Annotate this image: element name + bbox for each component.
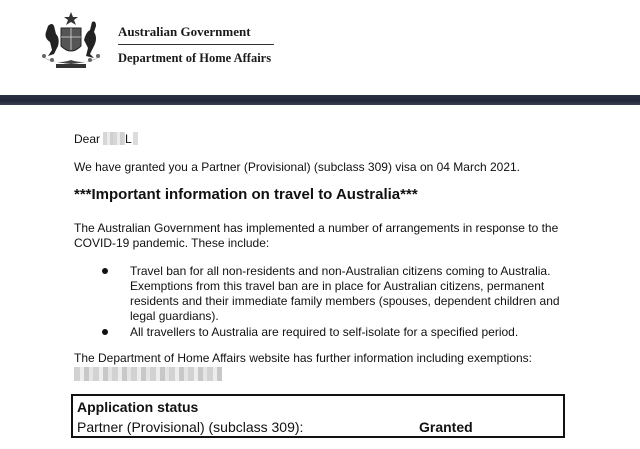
government-branding bbox=[118, 24, 278, 66]
letterhead bbox=[0, 0, 640, 96]
website-sentence: The Department of Home Affairs website has further information including exemptions: bbox=[74, 351, 533, 365]
status-visa-label: Partner (Provisional) (subclass 309): bbox=[77, 419, 304, 435]
redacted-website-link bbox=[74, 367, 222, 381]
grant-sentence: We have granted you a Partner (Provisional) (subclass 309) visa on 04 March 2021. bbox=[74, 160, 521, 174]
salutation: Dear bbox=[74, 132, 101, 146]
list-item-text: Travel ban for all non-residents and non-Australian citizens coming to Australia. Exemptions from this travel ban are in place for Australian citizens, permanent residents and their immediate family members (spouses, dependent children and legal guardians). bbox=[130, 264, 560, 323]
bullet-icon bbox=[102, 329, 108, 335]
redacted-name-end bbox=[133, 132, 138, 145]
redacted-name bbox=[103, 132, 125, 145]
government-name: Australian Government bbox=[118, 24, 251, 39]
intro-paragraph: The Australian Government has implemented a number of arrangements in response to the COVID-19 pandemic. These include: bbox=[74, 221, 559, 250]
important-headline: ***Important information on travel to Australia*** bbox=[74, 186, 418, 203]
header-band bbox=[0, 95, 640, 105]
arrangements-list bbox=[102, 264, 572, 341]
coat-of-arms-icon bbox=[34, 10, 108, 72]
status-title: Application status bbox=[77, 399, 199, 415]
list-item bbox=[102, 325, 572, 340]
department-name: Department of Home Affairs bbox=[118, 51, 272, 65]
name-suffix: L bbox=[125, 132, 132, 146]
list-item-text: All travellers to Australia are required to self-isolate for a specified period. bbox=[130, 325, 519, 339]
status-value: Granted bbox=[419, 419, 473, 435]
application-status-box bbox=[71, 394, 565, 438]
branding-divider bbox=[118, 44, 274, 45]
bullet-icon bbox=[102, 268, 108, 274]
salutation-line bbox=[74, 132, 138, 146]
list-item bbox=[102, 264, 572, 324]
